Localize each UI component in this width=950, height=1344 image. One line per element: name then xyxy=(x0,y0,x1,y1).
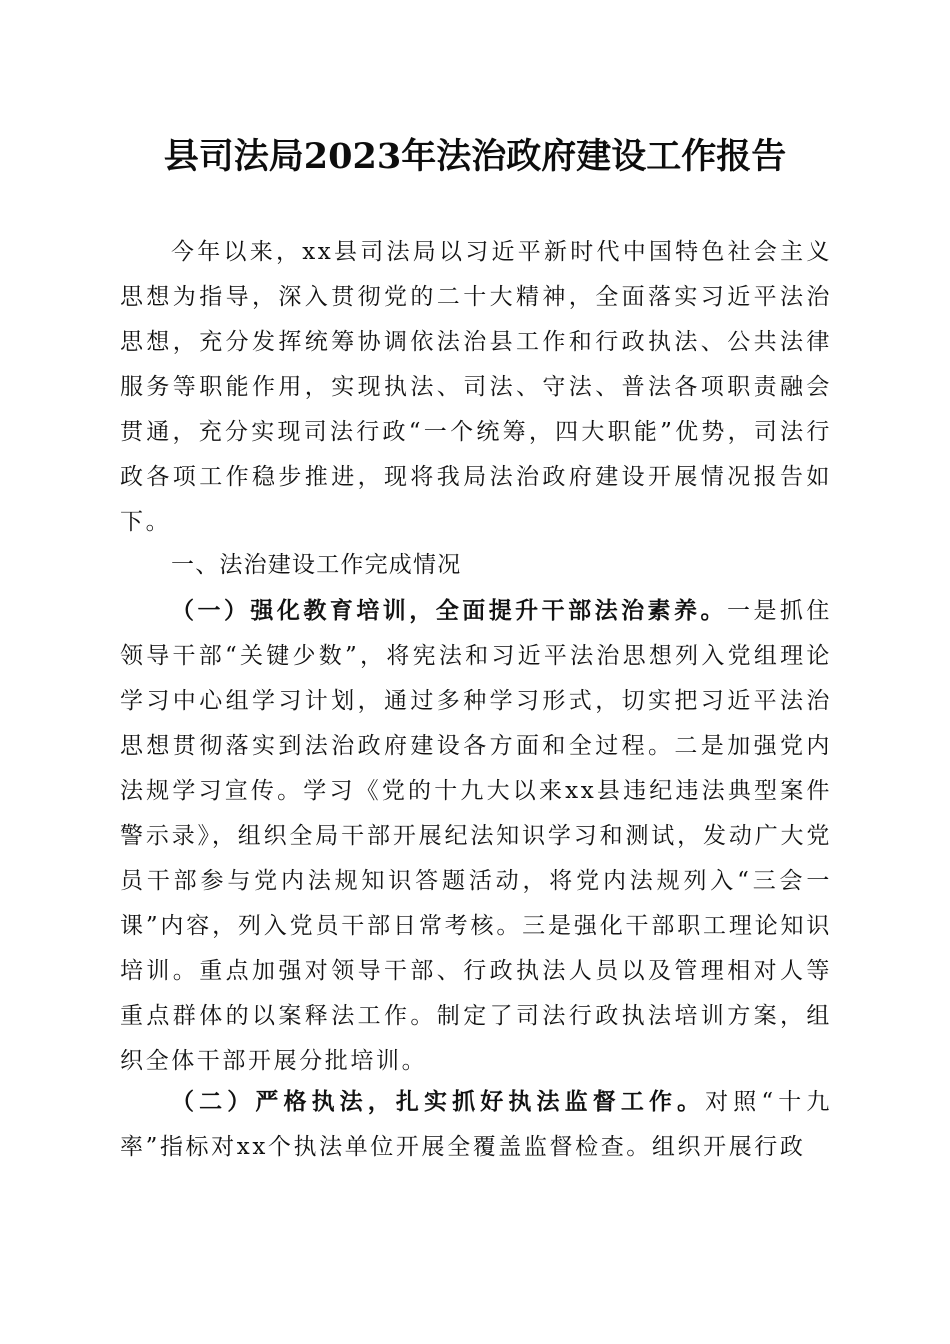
section-heading: 一、法治建设工作完成情况 xyxy=(171,552,462,578)
paragraph-lead: （一）强化教育培训，全面提升干部法治素养。 xyxy=(171,597,727,624)
intro-paragraph: 今年以来，xx县司法局以习近平新时代中国特色社会主义思想为指导，深入贯彻党的二十大精神，全面落实习近平法治思想，充分发挥统筹协调依法治县工作和行政执法、公共法律服务等职能作用，实现执法、司法、守法、普法各项职责融会贯通，充分实现司法行政“一个统筹，四大职能”优势，司法行政各项工作稳步推进，现将我局法治政府建设开展情况报告如下。 xyxy=(120,239,832,535)
paragraph-lead: （二）严格执法，扎实抓好执法监督工作。 xyxy=(171,1088,706,1115)
paragraph-item-1 xyxy=(120,588,832,1084)
paragraph-item-2 xyxy=(120,1079,832,1170)
document-title: 县司法局2023年法治政府建设工作报告 xyxy=(163,136,787,177)
paragraph-text: 对照“十九率”指标对xx个执法单位开展全覆盖监督检查。组织开展行政 xyxy=(120,1089,832,1160)
paragraph-text: 一是抓住领导干部“关键少数”，将宪法和习近平法治思想列入党组理论学习中心组学习计划，通过多种学习形式，切实把习近平法治思想贯彻落实到法治政府建设各方面和全过程。二是加强党内法规学习宣传。学习《党的十九大以来xx县违纪违法典型案件警示录》，组织全局干部开展纪法知识学习和测试，发动广大党员干部参与党内法规知识答题活动，将党内法规列入“三会一课”内容，列入党员干部日常考核。三是强化干部职工理论知识培训。重点加强对领导干部、行政执法人员以及管理相对人等重点群体的以案释法工作。制定了司法行政执法培训方案，组织全体干部开展分批培训。 xyxy=(120,598,832,1074)
